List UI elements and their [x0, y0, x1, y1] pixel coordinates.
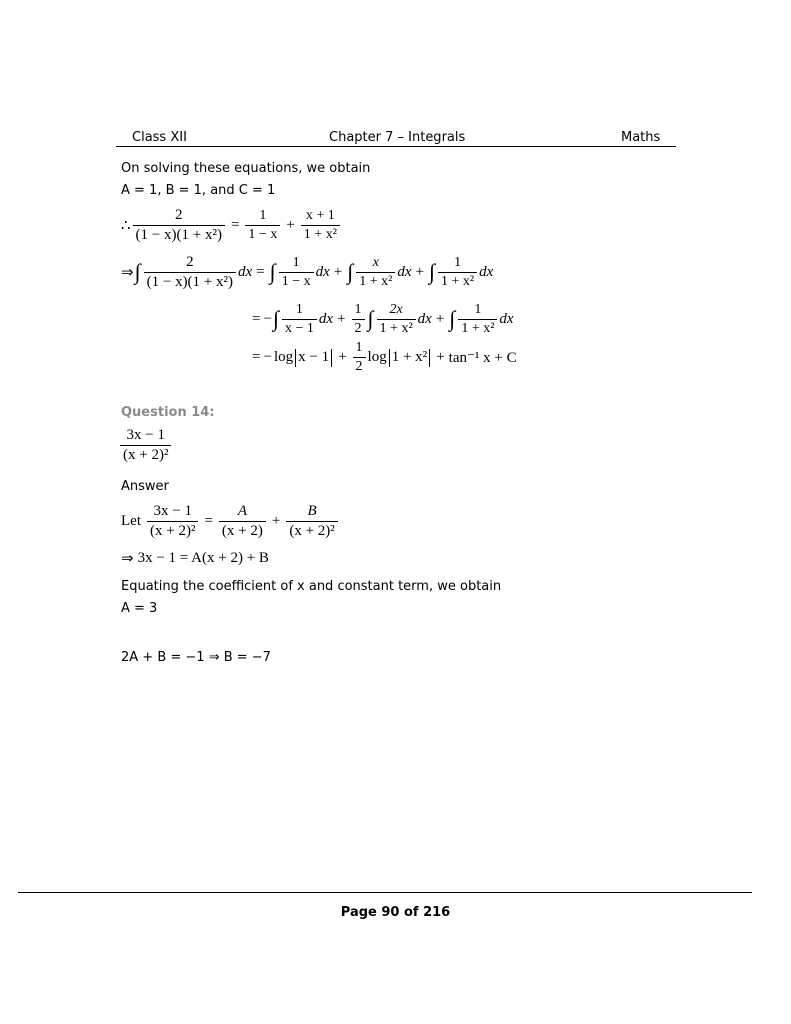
abc-values: A = 1, B = 1, and C = 1 — [121, 183, 276, 198]
a-value: A = 3 — [121, 601, 158, 616]
header-chapter: Chapter 7 – Integrals — [329, 130, 466, 145]
equation-implies: ⇒ 3x − 1 = A(x + 2) + B — [121, 550, 269, 567]
equation-partial-fractions: ∴ $\frac{2}{\text{(1 − x)(1 + x²)}}$ = $\frac{1}{1 - x}$ + $\frac{x + 1}{\text{1 + x²}}$ — [121, 207, 342, 244]
b-value: 2A + B = −1 ⇒ B = −7 — [121, 650, 271, 665]
solving-text: On solving these equations, we obtain — [121, 161, 371, 176]
header-subject: Maths — [621, 130, 661, 145]
equation-integral-result: = − log x − 1 + $\frac{1}{2}$ log 1 + x² + tan⁻¹ x + C — [252, 340, 517, 374]
answer-label: Answer — [121, 479, 169, 494]
equation-let: Let $\frac{3x - 1}{\text{(x + 2)²}}$ = $\frac{A}{(x + 2)}$ + $\frac{B}{\text{(x + 2)²}}$ — [121, 503, 340, 540]
footer-divider — [18, 892, 752, 893]
equation-integral-rewrite: = − ∫ $\frac{1}{x - 1}$ dx + $\frac{1}{2}$ ∫ $\frac{2x}{\text{1 + x²}}$ dx + ∫ $\frac{1}{\text{1 + x²}}$ dx — [252, 302, 514, 336]
header-divider — [116, 146, 676, 147]
question-heading: Question 14: — [121, 405, 215, 420]
page-number: Page 90 of 216 — [340, 905, 451, 920]
header-class: Class XII — [132, 130, 187, 145]
equation-integral-split: ⇒ ∫ $\frac{2}{\text{(1 − x)(1 + x²)}}$ dx = ∫ $\frac{1}{1 - x}$ dx + ∫ $\frac{x}{\text{1 + x²}}$ dx + ∫ $\frac{1}{\text{1 + x²}}$ dx — [121, 254, 494, 290]
equating-text: Equating the coefficient of x and constant term, we obtain — [121, 579, 502, 594]
question-expression: $\frac{3x - 1}{\text{(x + 2)²}}$ — [118, 427, 173, 464]
